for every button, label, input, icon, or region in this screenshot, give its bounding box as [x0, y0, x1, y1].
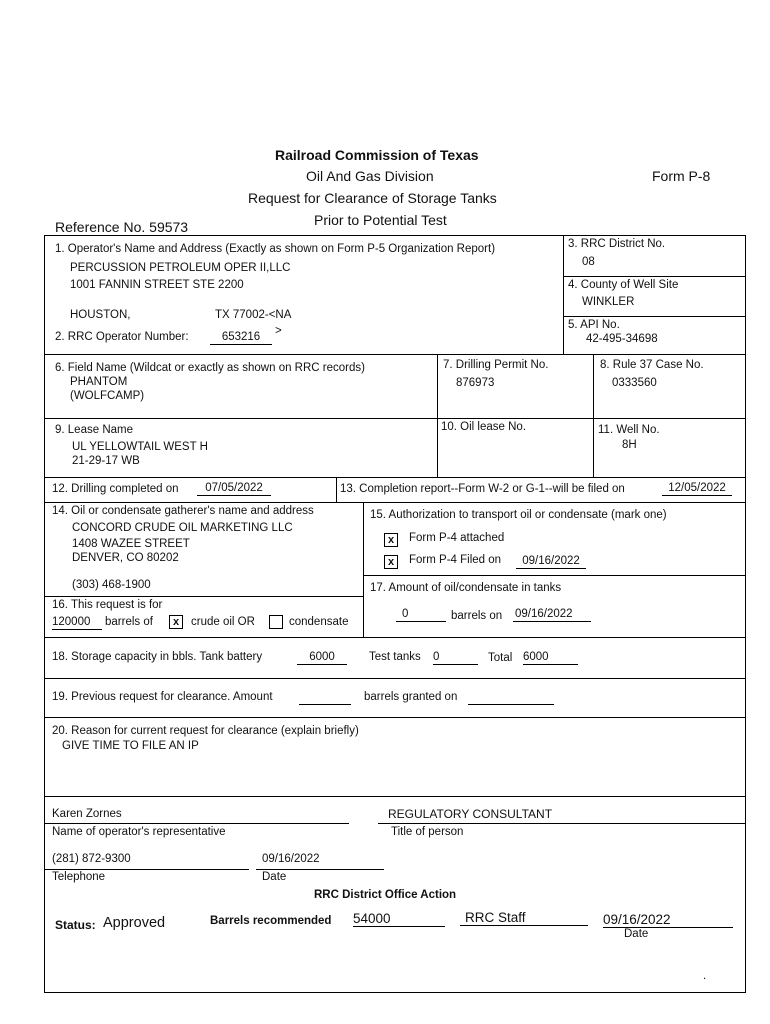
f5-label: 5. API No. [568, 319, 620, 331]
test-tanks-label: Test tanks [369, 651, 421, 663]
f17-date-wrap [513, 608, 591, 622]
tank-date: 09/16/2022 [513, 608, 591, 622]
f15-label: 15. Authorization to transport oil or condensate (mark one) [370, 509, 667, 521]
clearance-reason: GIVE TIME TO FILE AN IP [62, 740, 199, 752]
action-date-wrap [603, 912, 733, 928]
f2-value-wrap [210, 331, 272, 345]
signature-line [44, 869, 249, 870]
agency-name: Railroad Commission of Texas [275, 147, 479, 163]
status-label: Status: [55, 918, 96, 932]
divider [44, 596, 363, 597]
crude-oil-checkbox[interactable]: x [169, 615, 183, 629]
date-label: Date [262, 871, 287, 883]
p4-filed-label: Form P-4 Filed on [409, 554, 502, 566]
barrels-on-label: barrels on [451, 610, 503, 622]
f14-label: 14. Oil or condensate gatherer's name and address [52, 505, 314, 517]
divider [363, 575, 746, 576]
gatherer-street: 1408 WAZEE STREET [72, 538, 190, 550]
f11-label: 11. Well No. [598, 424, 660, 436]
f13-value-wrap [662, 482, 732, 496]
f3-label: 3. RRC District No. [568, 238, 666, 250]
signature-date: 09/16/2022 [262, 853, 320, 865]
f18-test-wrap [433, 651, 478, 665]
operator-number: 653216 [210, 331, 272, 345]
operator-number-suffix: > [275, 325, 282, 337]
p4-attached-label: Form P-4 attached [409, 532, 505, 544]
divider [363, 502, 364, 637]
divider [44, 477, 746, 478]
form-id: Form P-8 [652, 168, 711, 184]
f6-label: 6. Field Name (Wildcat or exactly as shown on RRC records) [55, 362, 365, 374]
test-tanks: 0 [433, 651, 478, 665]
condensate-label: condensate [289, 616, 349, 628]
barrels-recommended: 54000 [353, 911, 445, 927]
total-label: Total [488, 652, 513, 664]
f2-label: 2. RRC Operator Number: [55, 331, 189, 343]
telephone-label: Telephone [52, 871, 106, 883]
api-number: 42-495-34698 [586, 333, 658, 345]
f17-label: 17. Amount of oil/condensate in tanks [370, 582, 562, 594]
well-number: 8H [622, 439, 637, 451]
f18-total-wrap [523, 651, 578, 665]
barrels-of-label: barrels of [105, 616, 153, 628]
divider [44, 418, 746, 419]
representative-title: REGULATORY CONSULTANT [388, 807, 553, 821]
drilling-completed-date: 07/05/2022 [197, 482, 271, 496]
f19-amount-wrap [299, 691, 351, 708]
form-frame [44, 235, 746, 993]
f13-label: 13. Completion report--Form W-2 or G-1--will be filed on [340, 483, 625, 495]
signature-line [44, 823, 349, 824]
f16-label: 16. This request is for [52, 599, 163, 611]
signature-line [256, 869, 384, 870]
condensate-checkbox[interactable] [269, 615, 283, 629]
divider [44, 678, 746, 679]
barrels-recommended-wrap [353, 911, 445, 927]
f8-label: 8. Rule 37 Case No. [600, 359, 704, 371]
lease-name-line1: UL YELLOWTAIL WEST H [72, 441, 208, 453]
divider [593, 354, 594, 477]
county: WINKLER [582, 296, 635, 308]
f19-granted-wrap [468, 691, 554, 708]
rrc-staff: RRC Staff [460, 910, 588, 926]
rule37-case: 0333560 [612, 377, 657, 389]
divider [563, 316, 746, 317]
drilling-permit: 876973 [456, 377, 495, 389]
operator-city: HOUSTON, [70, 309, 131, 321]
form-title-line2: Prior to Potential Test [314, 212, 447, 228]
representative-name: Karen Zornes [52, 808, 122, 820]
district-action-heading: RRC District Office Action [314, 889, 457, 901]
f16-amount-wrap [52, 616, 102, 630]
reference-number: Reference No. 59573 [55, 219, 189, 235]
division-name: Oil And Gas Division [306, 168, 434, 184]
divider [44, 502, 746, 503]
p4-attached-checkbox[interactable]: x [384, 533, 398, 547]
f18-battery-wrap [297, 651, 347, 665]
f7-label: 7. Drilling Permit No. [443, 359, 549, 371]
p4-filed-date-wrap [516, 555, 586, 569]
f1-label: 1. Operator's Name and Address (Exactly as shown on Form P-5 Organization Report) [55, 243, 496, 255]
operator-street: 1001 FANNIN STREET STE 2200 [70, 279, 244, 291]
request-barrels: 120000 [52, 616, 102, 630]
barrels-recommended-label: Barrels recommended [210, 915, 332, 927]
f12-label: 12. Drilling completed on [52, 483, 179, 495]
divider [563, 235, 564, 354]
total-capacity: 6000 [523, 651, 578, 665]
gatherer-name: CONCORD CRUDE OIL MARKETING LLC [72, 522, 293, 534]
title-label: Title of person [391, 826, 464, 838]
status-value: Approved [103, 915, 166, 931]
tank-battery: 6000 [297, 651, 347, 665]
f9-label: 9. Lease Name [55, 424, 133, 436]
f20-label: 20. Reason for current request for clearance (explain briefly) [52, 725, 359, 737]
district-number: 08 [582, 256, 595, 268]
representative-phone: (281) 872-9300 [52, 853, 131, 865]
field-name-line2: (WOLFCAMP) [70, 390, 145, 402]
divider [437, 354, 438, 477]
stray-mark: . [703, 970, 707, 982]
divider [44, 796, 746, 797]
divider [563, 276, 746, 277]
divider [44, 354, 746, 355]
tank-amount: 0 [396, 608, 446, 622]
barrels-granted-date [468, 691, 554, 705]
f12-value-wrap [197, 482, 271, 496]
signature-line [378, 823, 746, 824]
lease-name-line2: 21-29-17 WB [72, 455, 140, 467]
gatherer-city: DENVER, CO 80202 [72, 552, 179, 564]
p4-filed-checkbox[interactable]: x [384, 555, 398, 569]
crude-oil-label: crude oil OR [191, 616, 255, 628]
operator-name: PERCUSSION PETROLEUM OPER II,LLC [70, 262, 291, 274]
f10-label: 10. Oil lease No. [441, 421, 527, 433]
staff-wrap [460, 910, 588, 926]
f4-label: 4. County of Well Site [568, 279, 679, 291]
gatherer-phone: (303) 468-1900 [72, 579, 151, 591]
operator-state-zip: TX 77002-<NA [215, 309, 292, 321]
barrels-granted-label: barrels granted on [364, 691, 458, 703]
previous-amount [299, 691, 351, 705]
action-date: 09/16/2022 [603, 912, 733, 928]
f18-label: 18. Storage capacity in bbls. Tank battery [52, 651, 263, 663]
divider [336, 477, 337, 502]
f19-label: 19. Previous request for clearance. Amount [52, 691, 273, 703]
divider [44, 717, 746, 718]
divider [44, 637, 746, 638]
completion-report-date: 12/05/2022 [662, 482, 732, 496]
representative-label: Name of operator's representative [52, 826, 226, 838]
form-title-line1: Request for Clearance of Storage Tanks [248, 190, 497, 206]
f17-amount-wrap [396, 608, 446, 622]
action-date-label: Date [624, 928, 649, 940]
field-name-line1: PHANTOM [70, 376, 128, 388]
p4-filed-date: 09/16/2022 [516, 555, 586, 569]
